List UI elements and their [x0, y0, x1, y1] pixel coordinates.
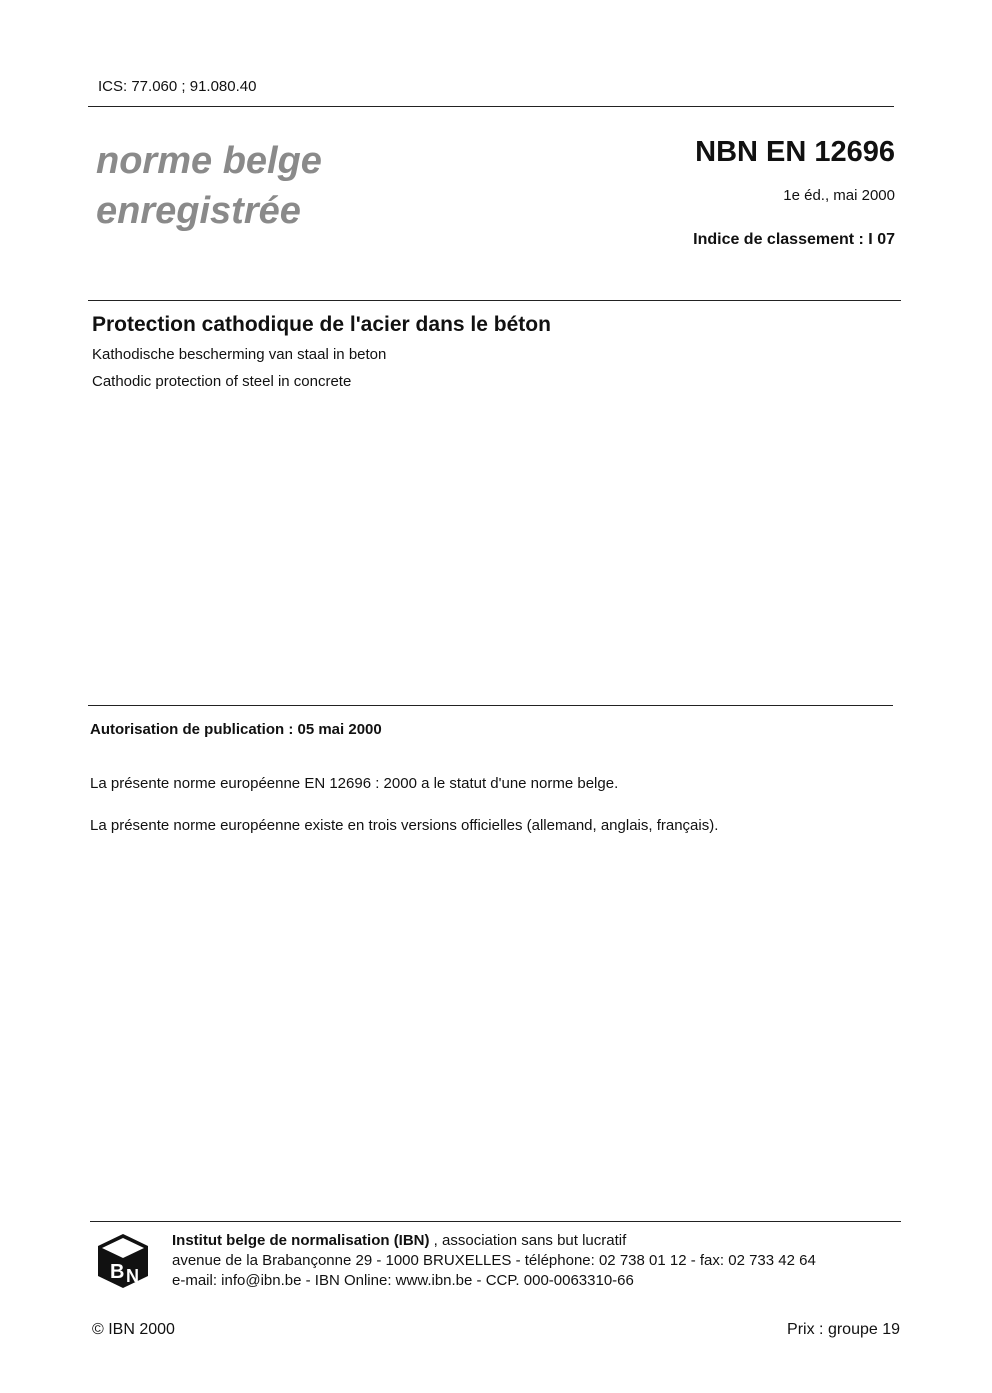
title-dutch: Kathodische bescherming van staal in beton — [92, 346, 387, 363]
institute-suffix: , association sans but lucratif — [429, 1232, 627, 1249]
publication-authorization: Autorisation de publication : 05 mai 2000 — [90, 721, 382, 738]
header-rule — [88, 106, 894, 107]
brand-title — [96, 136, 322, 236]
title-rule — [88, 300, 901, 301]
institute-address: avenue de la Brabançonne 29 - 1000 BRUXELLES - téléphone: 02 738 01 12 - fax: 02 733 42 64 — [172, 1252, 816, 1269]
classification-index: Indice de classement : I 07 — [693, 231, 895, 248]
standard-code: NBN EN 12696 — [695, 136, 895, 168]
price-group: Prix : groupe 19 — [787, 1321, 900, 1338]
institute-line — [172, 1232, 626, 1249]
ibn-logo — [96, 1232, 150, 1290]
title-english: Cathodic protection of steel in concrete — [92, 373, 352, 390]
brand-line-1: norme belge — [96, 140, 322, 182]
copyright-notice: © IBN 2000 — [92, 1321, 175, 1338]
svg-text:N: N — [126, 1266, 139, 1286]
status-paragraph: La présente norme européenne EN 12696 : 2000 a le statut d'une norme belge. — [90, 775, 619, 792]
svg-text:B: B — [110, 1261, 125, 1283]
institute-contact: e-mail: info@ibn.be - IBN Online: www.ibn.be - CCP. 000-0063310-66 — [172, 1272, 634, 1289]
footer-rule — [90, 1221, 901, 1222]
brand-line-2: enregistrée — [96, 190, 301, 232]
edition-date: 1e éd., mai 2000 — [783, 187, 895, 204]
versions-paragraph: La présente norme européenne existe en trois versions officielles (allemand, anglais, français). — [90, 817, 719, 834]
ics-codes: ICS: 77.060 ; 91.080.40 — [98, 78, 257, 95]
title-french: Protection cathodique de l'acier dans le béton — [92, 313, 551, 336]
body-rule — [88, 705, 893, 706]
institute-name: Institut belge de normalisation (IBN) — [172, 1232, 430, 1249]
